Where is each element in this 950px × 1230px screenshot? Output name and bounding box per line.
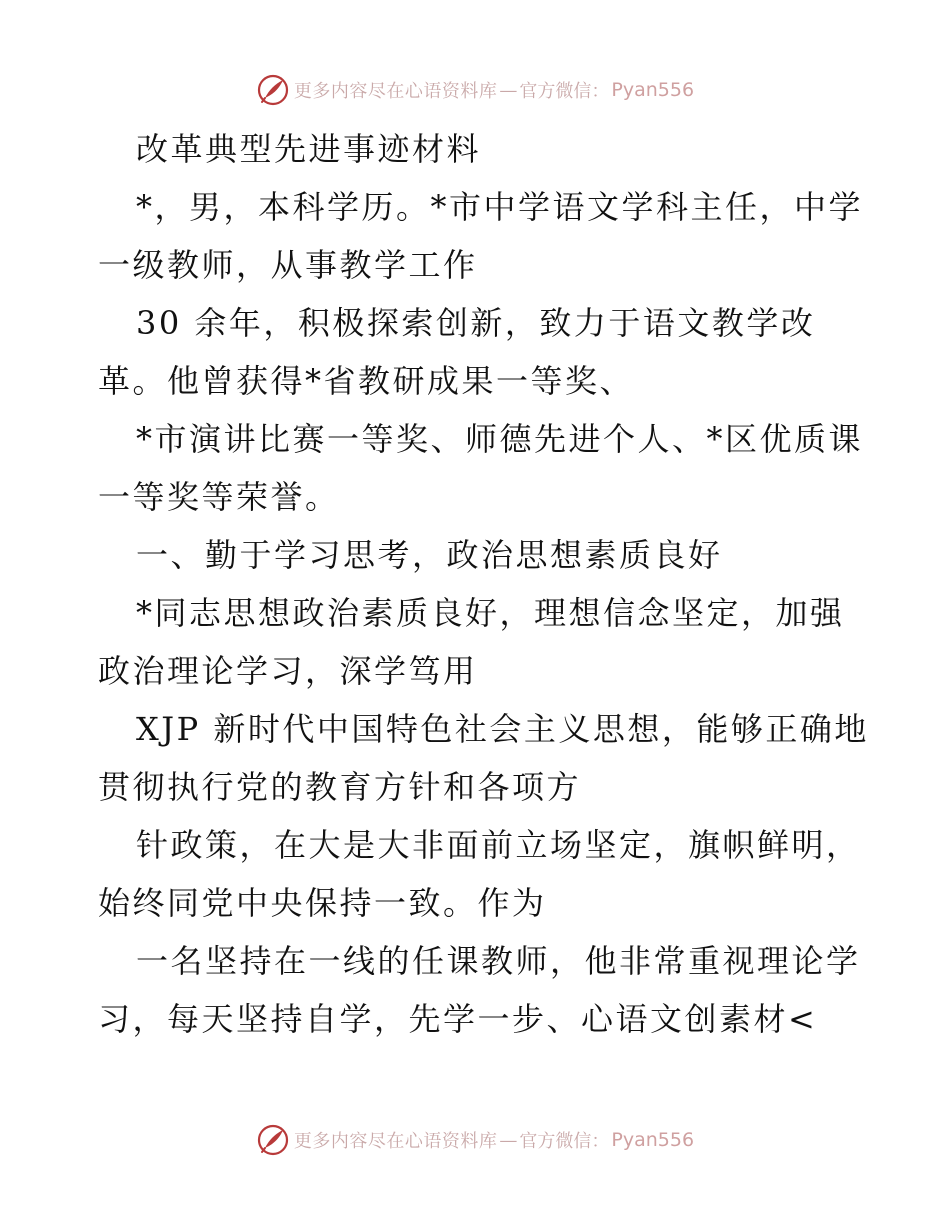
paragraph-line: 30 余年，积极探索创新，致力于语文教学改 (136, 304, 816, 342)
banner-wechat-label: 官方微信： (519, 81, 610, 102)
banner-separator: — (499, 79, 518, 101)
paragraph-line: 一级教师，从事教学工作 (98, 246, 478, 284)
paragraph-line: *市演讲比赛一等奖、师德先进个人、*区优质课 (136, 420, 864, 458)
paragraph-line: XJP 新时代中国特色社会主义思想，能够正确地 (136, 710, 869, 748)
footer-watermark-banner (0, 1120, 950, 1160)
paragraph-line: *，男，本科学历。*市中学语文学科主任，中学 (136, 188, 864, 226)
paragraph-line: *同志思想政治素质良好，理想信念坚定，加强 (136, 594, 845, 632)
paragraph-line: 一名坚持在一线的任课教师，他非常重视理论学 (136, 942, 861, 980)
document-title: 改革典型先进事迹材料 (136, 130, 482, 168)
paragraph-line: 习，每天坚持自学，先学一步、心语文创素材< (98, 1000, 818, 1038)
paragraph-line: 政治理论学习，深学笃用 (98, 652, 478, 690)
banner-text: 更多内容尽在心语资料库 (293, 81, 498, 102)
feather-pen-logo-icon (256, 73, 290, 107)
banner-text: 更多内容尽在心语资料库 (293, 1131, 498, 1152)
document-body (98, 120, 869, 1048)
feather-pen-logo-icon (256, 1123, 290, 1157)
banner-wechat-id: Pyan556 (611, 79, 695, 101)
banner-separator: — (499, 1129, 518, 1151)
paragraph-line: 贯彻执行党的教育方针和各项方 (98, 768, 582, 806)
paragraph-line: 始终同党中央保持一致。作为 (98, 884, 547, 922)
header-watermark-banner (0, 70, 950, 110)
paragraph-line: 革。他曾获得*省教研成果一等奖、 (98, 362, 635, 400)
paragraph-line: 针政策，在大是大非面前立场坚定，旗帜鲜明， (136, 826, 861, 864)
banner-wechat-label: 官方微信： (519, 1131, 610, 1152)
banner-wechat-id: Pyan556 (611, 1129, 695, 1151)
section-heading: 一、勤于学习思考，政治思想素质良好 (136, 536, 723, 574)
paragraph-line: 一等奖等荣誉。 (98, 478, 340, 516)
